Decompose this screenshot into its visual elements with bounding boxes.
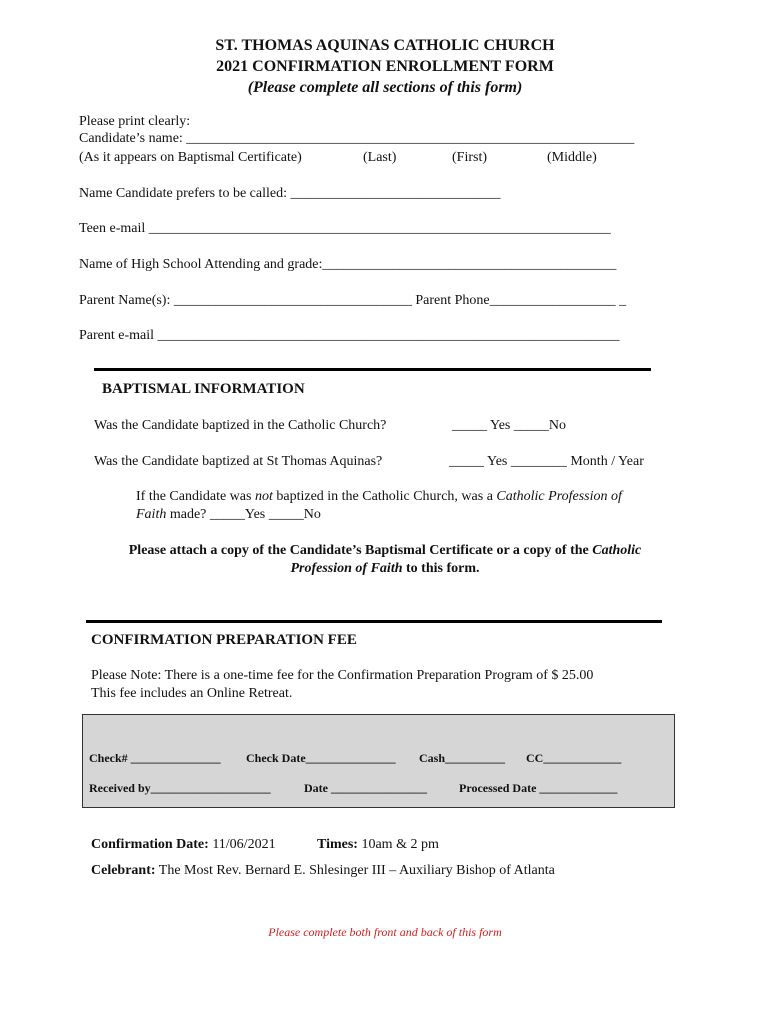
- office-use-box: [82, 714, 675, 808]
- section-divider: [94, 368, 651, 371]
- profession-question-not: not: [254, 489, 273, 504]
- celebrant-value: The Most Rev. Bernard E. Shlesinger III – Auxiliary Bishop of Atlanta: [155, 863, 555, 878]
- section-divider: [86, 620, 662, 623]
- fee-heading: CONFIRMATION PREPARATION FEE: [91, 632, 357, 648]
- preferred-name-field[interactable]: Name Candidate prefers to be called: ______________________________: [79, 186, 501, 201]
- confirmation-date: [91, 837, 276, 853]
- form-title-enrollment: 2021 CONFIRMATION ENROLLMENT FORM: [216, 58, 554, 75]
- baptized-sta-answer[interactable]: _____ Yes ________ Month / Year: [449, 454, 644, 469]
- parent-names-phone-field[interactable]: Parent Name(s): __________________________________ Parent Phone__________________ _: [79, 293, 627, 308]
- first-name-label: (First): [452, 150, 487, 165]
- attach-text1: Please attach a copy of the Candidate’s Baptismal Certificate or a copy of the: [128, 543, 593, 558]
- baptized-catholic-question: Was the Candidate baptized in the Catholic Church?: [94, 418, 387, 433]
- profession-question-made[interactable]: made? _____Yes _____No: [166, 507, 321, 522]
- processed-date-field[interactable]: Processed Date _____________: [459, 781, 618, 795]
- date-field[interactable]: Date ________________: [304, 781, 427, 795]
- middle-name-label: (Middle): [547, 150, 597, 165]
- print-clearly-label: Please print clearly:: [79, 114, 191, 129]
- attach-text2: to this form.: [402, 561, 480, 576]
- profession-question-line1: [136, 489, 622, 505]
- high-school-field[interactable]: Name of High School Attending and grade:__________________________________________: [79, 257, 617, 272]
- profession-question-cpf: Catholic Profession of: [496, 489, 622, 504]
- attach-catholic: Catholic: [592, 543, 642, 558]
- attach-certificate-note: [95, 542, 675, 578]
- confirmation-date-label: Confirmation Date:: [91, 837, 209, 852]
- baptized-sta-question: Was the Candidate baptized at St Thomas Aquinas?: [94, 454, 383, 469]
- attach-profession: Profession of Faith: [290, 561, 403, 576]
- baptismal-heading: BAPTISMAL INFORMATION: [102, 381, 305, 397]
- fee-note-line2: This fee includes an Online Retreat.: [91, 686, 293, 701]
- received-by-field[interactable]: Received by____________________: [89, 781, 271, 795]
- baptismal-note: (As it appears on Baptismal Certificate): [79, 150, 302, 165]
- footer-note: Please complete both front and back of this form: [268, 925, 502, 939]
- profession-question-line2[interactable]: [136, 507, 321, 523]
- profession-question-text1: If the Candidate was: [136, 489, 255, 504]
- confirmation-times: [317, 837, 439, 853]
- last-name-label: (Last): [363, 150, 397, 165]
- check-date-field[interactable]: Check Date_______________: [246, 751, 396, 765]
- cash-field[interactable]: Cash__________: [419, 751, 506, 765]
- check-number-field[interactable]: Check# _______________: [89, 751, 221, 765]
- fee-note-line1: Please Note: There is a one-time fee for the Confirmation Preparation Program of $ 25.00: [91, 668, 594, 683]
- form-title-church: ST. THOMAS AQUINAS CATHOLIC CHURCH: [215, 37, 555, 54]
- profession-question-faith: Faith: [136, 507, 167, 522]
- profession-question-text2: baptized in the Catholic Church, was a: [272, 489, 497, 504]
- form-subtitle: (Please complete all sections of this form): [247, 79, 523, 96]
- confirmation-date-value: 11/06/2021: [208, 837, 276, 852]
- celebrant: [91, 863, 555, 879]
- teen-email-field[interactable]: Teen e-mail __________________________________________________________________: [79, 221, 611, 236]
- times-value: 10am & 2 pm: [357, 837, 439, 852]
- times-label: Times:: [317, 837, 358, 852]
- candidate-name-field[interactable]: Candidate’s name: ________________________________________________________________: [79, 131, 635, 146]
- baptized-catholic-answer[interactable]: _____ Yes _____No: [452, 418, 566, 433]
- parent-email-field[interactable]: Parent e-mail __________________________________________________________________: [79, 328, 620, 343]
- celebrant-label: Celebrant:: [91, 863, 156, 878]
- cc-field[interactable]: CC_____________: [526, 751, 622, 765]
